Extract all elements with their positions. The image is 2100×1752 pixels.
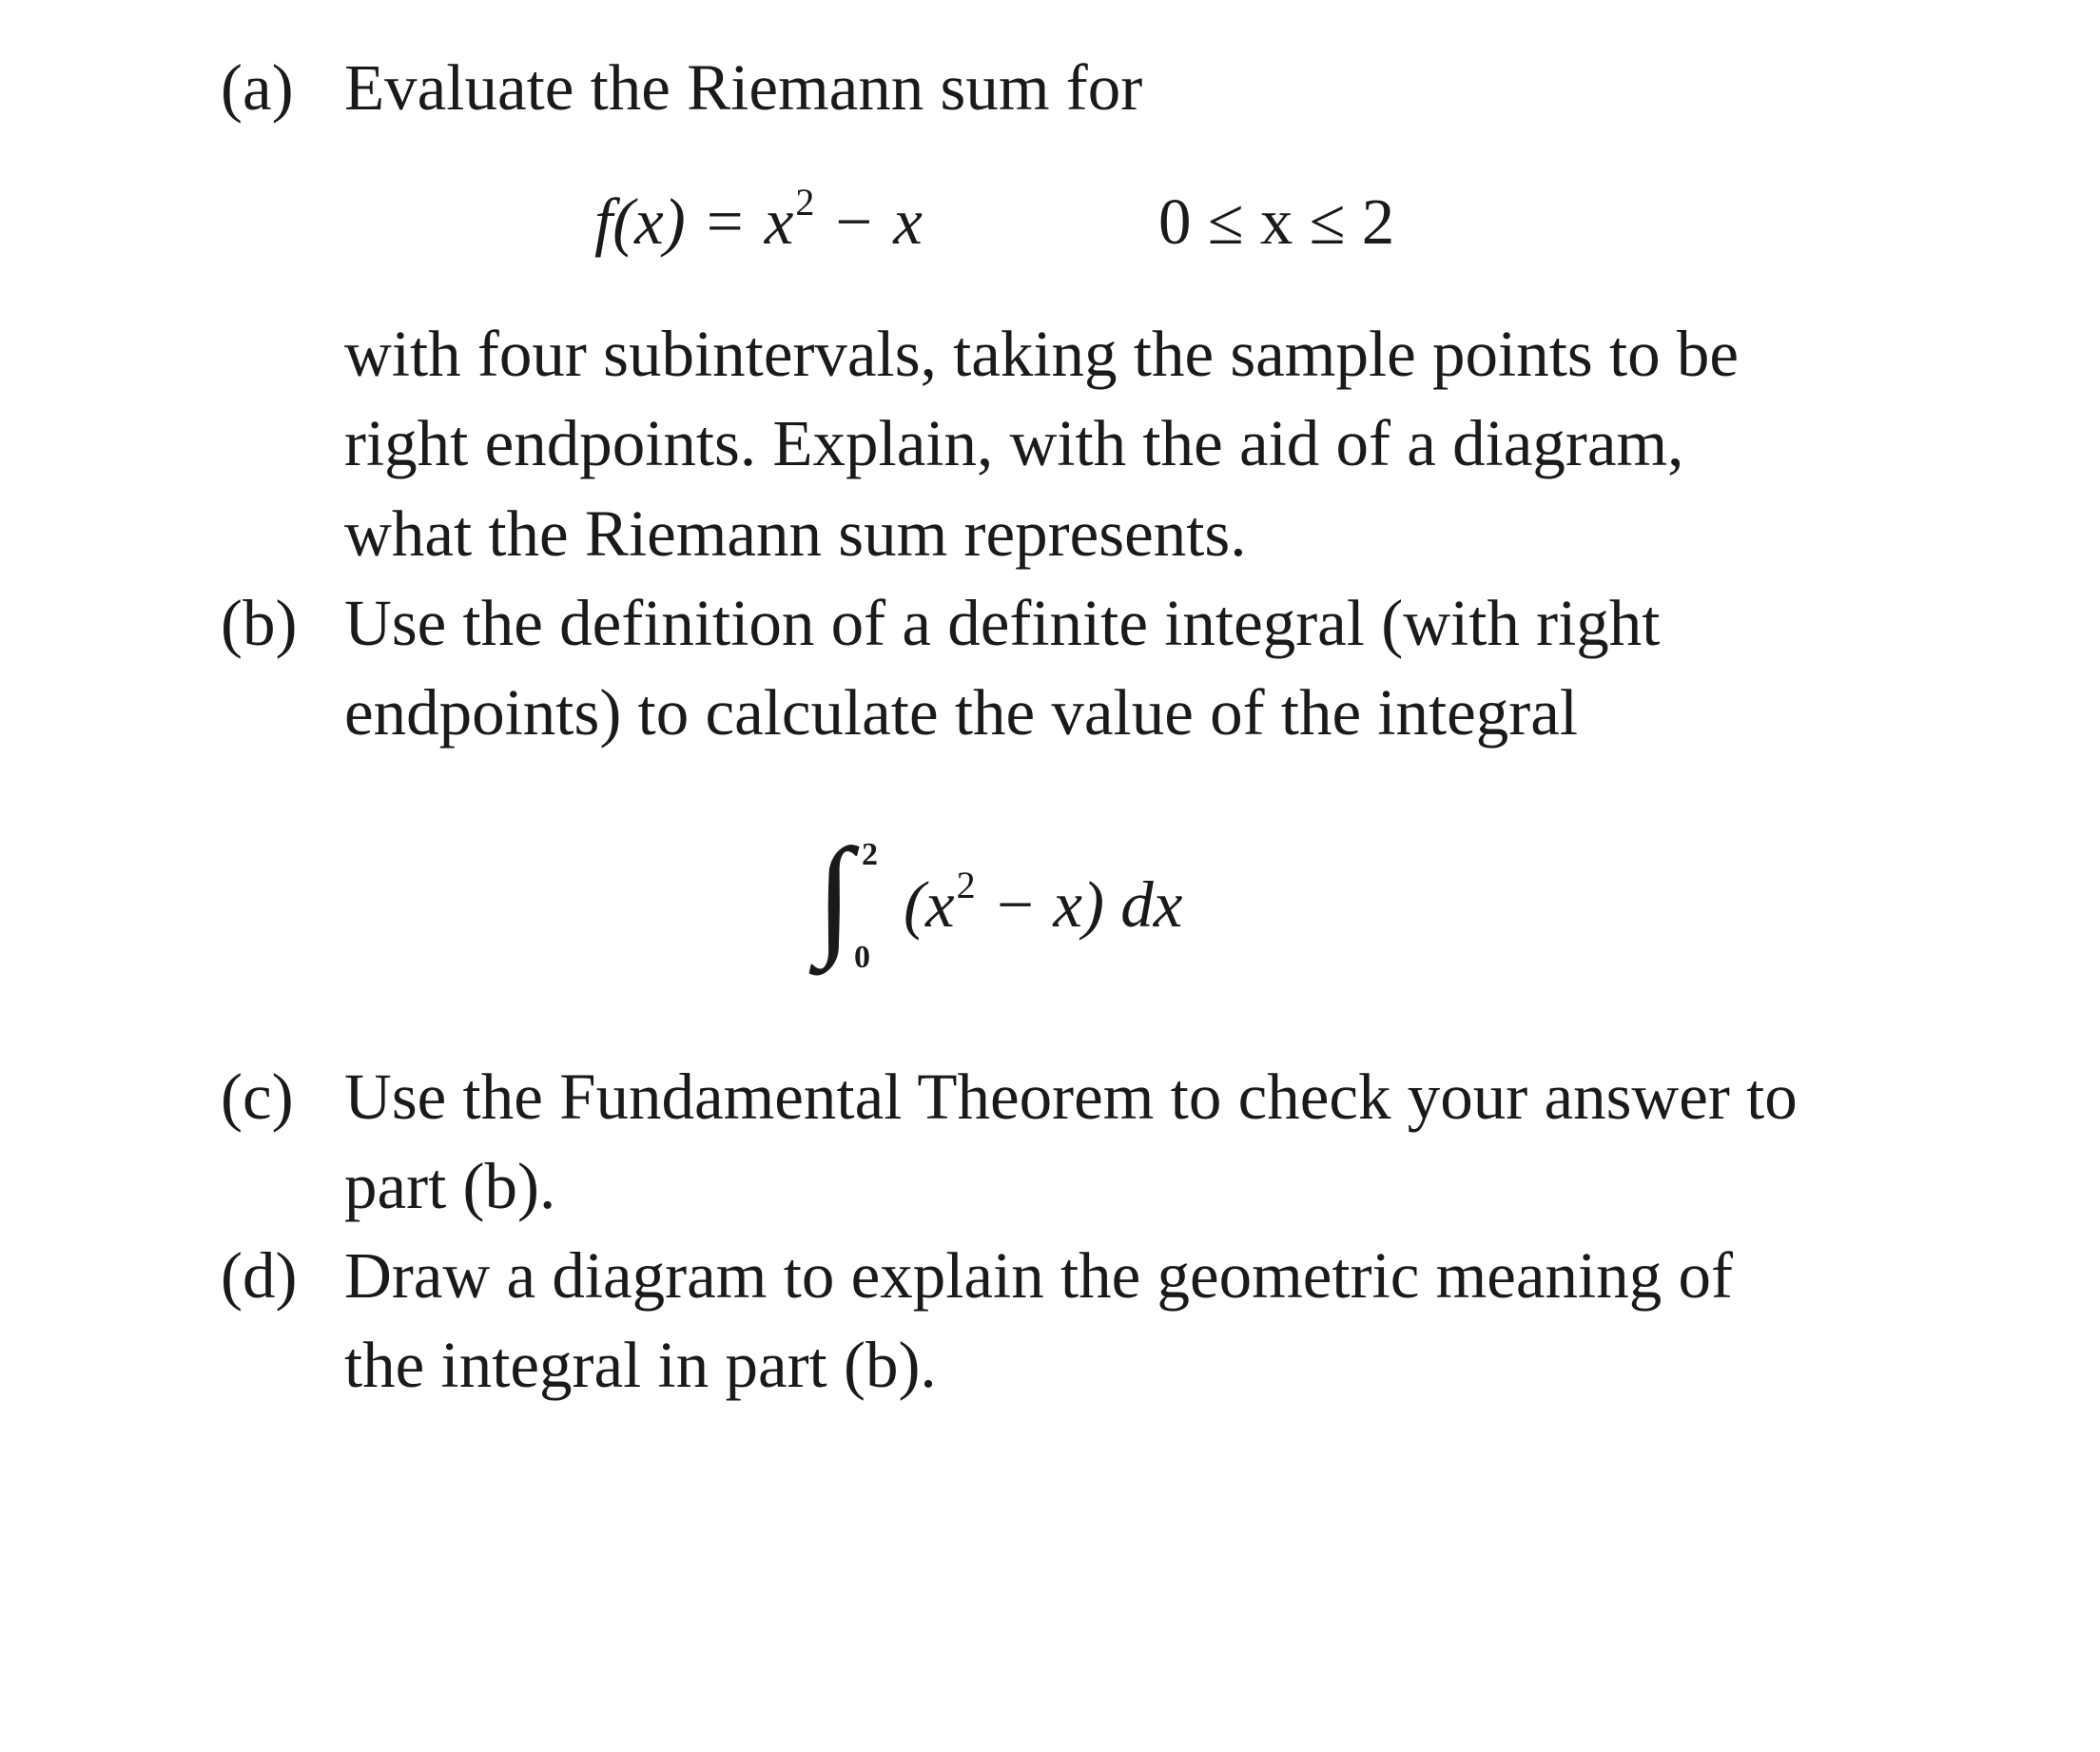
integrand-open: (x — [904, 868, 955, 941]
domain-interval: 0 ≤ x ≤ 2 — [1158, 185, 1395, 258]
upper-limit: 2 — [862, 837, 878, 872]
part-d-line-1: Draw a diagram to explain the geometric meaning of — [344, 1239, 1733, 1312]
exponent-2: 2 — [795, 181, 815, 224]
integrand — [904, 864, 1183, 941]
part-a-line-4: what the Riemann sum represents. — [344, 497, 1247, 570]
part-a-line-1: Evaluate the Riemann sum for — [344, 51, 1143, 124]
integrand-rest: − x) dx — [992, 868, 1183, 941]
integral-sign: ∫ — [816, 822, 853, 969]
term-x-squared: x — [764, 185, 794, 258]
part-d-line-2: the integral in part (b). — [344, 1329, 937, 1401]
function-lhs: f(x) — [594, 185, 686, 258]
part-b-line-2: endpoints) to calculate the value of the integral — [344, 676, 1579, 749]
part-c-line-2: part (b). — [344, 1150, 556, 1222]
term-x: x — [893, 185, 923, 258]
equals-sign: = — [706, 185, 744, 258]
integrand-exponent: 2 — [956, 864, 976, 906]
function-definition — [594, 181, 923, 258]
part-a-line-3: right endpoints. Explain, with the aid of a diagram, — [344, 407, 1684, 479]
part-a-line-2: with four subintervals, taking the sample points to be — [344, 318, 1740, 390]
part-b-line-1: Use the definition of a definite integral (with right — [344, 587, 1661, 659]
part-a-label: (a) — [221, 51, 294, 124]
part-c-line-1: Use the Fundamental Theorem to check your answer to — [344, 1061, 1798, 1133]
part-c-label: (c) — [221, 1061, 294, 1133]
part-b-label: (b) — [221, 587, 298, 659]
lower-limit: 0 — [854, 940, 870, 975]
part-d-label: (d) — [221, 1239, 298, 1312]
minus-sign: − — [835, 185, 873, 258]
